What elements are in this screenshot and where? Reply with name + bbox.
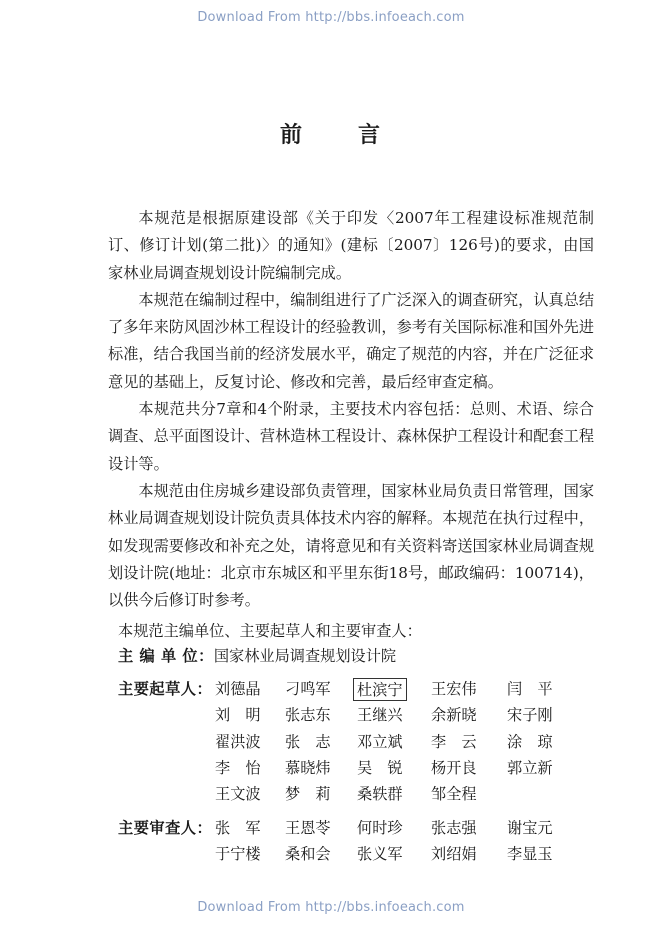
chief-unit-value: 国家林业局调查规划设计院 [213,647,397,665]
paragraph-3: 本规范共分7章和4个附录，主要技术内容包括：总则、术语、综合调查、总平面图设计、营林造林工程设计、森林保护工程设计和配套工程设计等。 [108,400,594,473]
drafters-name: 邹全程 [431,785,477,804]
drafters-name: 王宏伟 [431,680,477,698]
drafters-name: 涂 琼 [507,732,553,751]
drafters-name: 王继兴 [357,706,403,725]
drafters-name: 杨开良 [431,758,477,777]
intro-line: 本规范主编单位、主要起草人和主要审查人： [118,622,422,640]
drafters-name: 宋子刚 [507,706,553,725]
drafters-name: 刘德晶 [215,680,261,698]
drafters-label: 主要起草人： [118,680,213,698]
drafters-name: 杜滨宁 [353,678,407,701]
paragraph-1: 本规范是根据原建设部《关于印发〈2007年工程建设标准规范制订、修订计划(第二批)〉的通知》(建标〔2007〕126号)的要求，由国家林业局调查规划设计院编制完成。 [108,209,594,282]
reviewers-name: 张志强 [431,819,477,837]
drafters-name: 慕晓炜 [285,758,331,777]
reviewers-name: 谢宝元 [507,819,553,837]
page-title [0,118,662,149]
title-char-1: 前 [279,122,304,148]
watermark-bottom: Download From http://bbs.infoeach.com [197,900,465,915]
drafters-name: 梦 莉 [285,785,331,804]
drafters-name: 余新晓 [431,706,477,725]
drafters-name: 李 怡 [215,758,261,777]
drafters-name: 郭立新 [507,758,553,777]
chief-unit-line [118,645,396,666]
reviewers-name: 王恩苓 [285,819,331,837]
drafters-name: 吴 锐 [357,758,403,777]
reviewers-name: 刘绍娟 [431,845,477,863]
reviewers-name: 于宁楼 [215,845,261,863]
drafters-name: 张 志 [285,732,331,751]
drafters-name: 刁鸣军 [285,680,331,698]
reviewers-name: 张 军 [215,819,261,837]
drafters-name: 李 云 [431,732,477,751]
drafters-name: 桑轶群 [357,785,403,804]
chief-unit-label: 主 编 单 位： [118,647,214,665]
title-char-2: 言 [358,122,383,148]
reviewers-name: 张义军 [357,845,403,863]
paragraph-4: 本规范由住房城乡建设部负责管理，国家林业局负责日常管理，国家林业局调查规划设计院负责具体技术内容的解释。本规范在执行过程中，如发现需要修改和补充之处，请将意见和有关资料寄送国家林业局调查规划设计院(地址：北京市东城区和平里东街18号，邮政编码：100714)，以供今后修订时参考。 [108,481,595,610]
drafters-name: 邓立斌 [357,732,403,751]
reviewers-label: 主要审查人： [118,819,213,837]
watermark-top: Download From http://bbs.infoeach.com [197,10,465,25]
drafters-name: 闫 平 [507,680,553,698]
drafters-name: 刘 明 [215,706,261,725]
drafters-name: 王文波 [215,785,261,804]
reviewers-name: 李显玉 [507,845,553,863]
drafters-name: 翟洪波 [215,732,261,751]
reviewers-name: 何时珍 [357,819,403,837]
drafters-name: 张志东 [285,706,331,725]
reviewers-name: 桑和会 [285,845,331,863]
preface-body [108,205,594,614]
paragraph-2: 本规范在编制过程中，编制组进行了广泛深入的调查研究，认真总结了多年来防风固沙林工程设计的经验教训，参考有关国际标准和国外先进标准，结合我国当前的经济发展水平，确定了规范的内容，并在广泛征求意见的基础上，反复讨论、修改和完善，最后经审查定稿。 [108,290,595,391]
